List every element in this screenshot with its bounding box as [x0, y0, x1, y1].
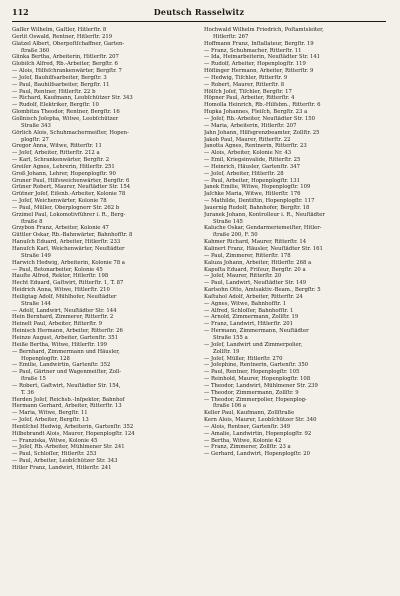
directory-entry: — Paul, Rentner, Hitlerſtr. 22 b	[12, 88, 96, 95]
directory-entry: Jauernig Rudolf, Bahnhofer, Bergſtr. 18	[204, 204, 310, 211]
directory-entry: — Paul, Arbeiter, Leobſchützer Str. 343	[12, 458, 118, 465]
directory-entry: Janotta Agnes, Rentnerin, Ritterſtr. 23	[204, 143, 307, 150]
directory-entry: — Paul, Zimmerer, Ritterſtr. 178	[204, 252, 291, 259]
directory-entry: — Joſef, Rb.-Arbeiter, Mühlmener Str. 241	[12, 444, 125, 451]
directory-columns	[12, 27, 386, 472]
directory-entry: — Bertha, Witwe, Kolonie 42	[204, 437, 282, 444]
directory-entry: Hermann Gerhard, Arbeiter, Ritterſtr. 13	[12, 403, 122, 410]
directory-column-left	[12, 27, 194, 472]
directory-entry: Gaſſer Wilhelm, Gaſtler, Hitlerſtr. 8	[12, 27, 107, 33]
directory-entry: Groß Johann, Lehrer, Hopenplogſtr. 90	[12, 170, 116, 177]
directory-entry: — Alois, Arbeiter, Kolonie Nr. 43	[204, 150, 292, 157]
directory-entry: — Joſef, Bauhilfsarbeiter, Bergſtr. 3	[12, 74, 107, 81]
directory-entry: Straße 145	[213, 218, 243, 225]
directory-entry: — Joſephine, Rentnerin, Gartenſtr. 350	[204, 362, 309, 369]
directory-entry: Juranek Johann, Kontrolleur i. R., Neuſtädter	[204, 211, 325, 218]
directory-entry: — Joſef, Landwirt und Zimmerpolier,	[204, 341, 303, 348]
directory-entry: Görlich Alois, Schuhmachermeiſter, Hopen-	[12, 129, 129, 136]
directory-entry: — Paul, Bauhilfsarbeiter, Bergſtr. 11	[12, 81, 110, 88]
directory-entry: Globiſch Alfred, Rb.-Arbeiter, Bergſtr. 6	[12, 61, 118, 68]
directory-entry: — Ida, Heimarbeiterin, Neuſtädter Str. 141	[204, 54, 321, 61]
directory-entry: — Joſef, Maurer, Ritterſtr. 20	[204, 273, 282, 280]
directory-entry: — Joſef, Arbeiter, Hitlerſtr. 28	[204, 170, 284, 177]
directory-entry: — Joſef, Arbeiter, Bergſtr. 13	[12, 417, 89, 424]
directory-entry: Heinze August, Arbeiter, Gartenſtr. 351	[12, 334, 118, 341]
directory-entry: Straße 149	[21, 252, 51, 259]
directory-entry: Hilbebrandt Alois, Maurer, Hopenplogſtr. 124	[12, 430, 135, 437]
directory-entry: — Hedwig, Tiſchler, Ritterſtr. 9	[204, 74, 288, 81]
directory-entry: — Maria, Witwe, Bergſtr. 11	[12, 410, 88, 417]
directory-entry: — Paul, Landwirt, Neuſtädter Str. 149	[204, 280, 307, 287]
directory-entry: — Emilie, Landwirtin, Gartenſtr. 352	[12, 362, 111, 369]
directory-entry: Glinka Bertha, Arbeiterin, Hitlerſtr. 207	[12, 54, 119, 61]
directory-entry: Kalinert Franz, Häusler, Neuſtädter Str. 161	[204, 246, 323, 252]
directory-entry: Hauſte Alfred, Rektor, Hitlerſtr. 198	[12, 273, 109, 280]
directory-entry: — Alfred, Schloſſer, Bahnhofſtr. 1	[204, 307, 294, 314]
directory-entry: ſtraße 8	[21, 218, 43, 225]
directory-entry: — Arnold, Zimmermann, Zollſtr. 19	[204, 314, 299, 321]
directory-entry: Heiligtag Adolf, Mühlhofer, Neuſtädter	[12, 293, 117, 300]
directory-entry: — Paul, Betonarbeiter, Kolonie 45	[12, 266, 103, 273]
directory-entry: Grüner Robert, Maurer, Neuſtädter Str. 154	[12, 184, 131, 191]
directory-entry: Gerlit Oswald, Rentner, Hitlerſtr. 219	[12, 33, 113, 40]
directory-entry: Jakob Paul, Maurer, Ritterſtr. 22	[204, 136, 291, 143]
directory-entry: Hecht Eduard, Gaſtwirt, Ritterſtr. 1, T. 87	[12, 280, 124, 287]
directory-entry: Hupka Johannes, Fleiſch, Bergſtr. 23 a	[204, 109, 308, 116]
directory-entry: Herden Joſef, Reichsb.-Inſpektor, Bahnhof	[12, 396, 125, 403]
directory-entry: Hitlerſtr. 267	[213, 33, 249, 40]
directory-entry: Gregor Anna, Witwe, Ritterſtr. 11	[12, 143, 102, 150]
directory-entry: — Rudolf, Elektriker, Bergſtr. 10	[12, 102, 99, 109]
directory-entry: Heiße Bertha, Witwe, Hitlerſtr. 199	[12, 341, 107, 348]
directory-entry: — Paul, Gärtner und Wagenmeiſter, Zoll-	[12, 369, 122, 376]
directory-entry: ſtraße 106 a	[213, 403, 247, 410]
directory-entry: Straße 155 a	[213, 334, 248, 341]
directory-entry: Homolla Heinrich, Rb.-Hilfsbm., Ritterſtr. 6	[204, 102, 321, 109]
directory-entry: — Paul, Müller, Oberplognerr Str. 262 b	[12, 204, 120, 211]
directory-entry: — Franziska, Witwe, Kolonie 45	[12, 437, 98, 444]
directory-entry: Straße 343	[21, 122, 51, 129]
directory-entry: — Alois, Rentner, Gartenſtr. 349	[204, 423, 291, 430]
directory-entry: — Robert, Maurer, Ritterſtr. 8	[204, 81, 285, 88]
directory-entry: — Joſef, Müller, Hitlerſtr. 270	[204, 355, 283, 362]
directory-entry: Kahmer Richard, Maurer, Ritterſtr. 14	[204, 239, 307, 246]
directory-entry: — Franz, Schuhmacher, Ritterſtr. 11	[204, 47, 302, 54]
directory-entry: ſtraße 360	[21, 47, 50, 54]
directory-entry: — Hermann, Zimmermann, Neuſtädter	[204, 328, 309, 335]
directory-entry: Greiſer Agnes, Lehrerin, Hitlerſtr. 251	[12, 163, 115, 170]
directory-entry: Janek Emilie, Witwe, Hopenplogſtr. 109	[204, 184, 311, 191]
directory-entry: — Franz, Landwirt, Hitlerſtr. 201	[204, 321, 293, 328]
directory-entry: T. 36	[21, 389, 34, 396]
directory-entry: Hitler Franz, Landwirt, Hitlerſtr. 241	[12, 465, 112, 471]
directory-entry: — Joſef, Weichenwärter, Kolonie 78	[12, 198, 107, 205]
directory-entry: plogſtr. 27	[21, 136, 49, 143]
directory-entry: — Theodor, Zimmerpolier, Hopenplog-	[204, 396, 307, 403]
directory-entry: Jahn Johann, Hilfsgrenzbeamter, Zollſtr. 25	[204, 129, 320, 136]
directory-entry: Höflinger Hermann, Arbeiter, Ritterſtr. 9	[204, 68, 314, 75]
directory-entry: Gollnisch Joſepha, Witwe, Leobſchützer	[12, 115, 119, 122]
directory-entry: — Joſef, Rb.-Arbeiter, Neuſtädter Str. 150	[204, 115, 316, 122]
directory-entry: — Reinhold, Maurer, Hopenplogſtr. 108	[204, 376, 311, 383]
directory-entry: — Amalie, Landwirtin, Hopenplogſtr. 92	[204, 430, 312, 437]
directory-entry: Keller Paul, Kaufmann, Zollſtraße	[204, 410, 295, 417]
directory-entry: Kern Alois, Maurer, Leobſchützer Str. 340	[204, 417, 317, 424]
directory-entry: Heinelt Paul, Arbeiter, Ritterſtr. 9	[12, 321, 102, 328]
directory-entry: Hochwald Wilhelm Friedrich, Poſtamtsleiter,	[204, 27, 324, 33]
directory-entry: Grzybon Franz, Arbeiter, Kolonie 47	[12, 225, 109, 232]
directory-entry: — Theodor, Landwirt, Mühlmener Str. 239	[204, 382, 318, 389]
directory-entry: Harwich Hedwig, Arbeiterin, Kolonie 78 a	[12, 259, 125, 266]
directory-entry: Glombitza Theodor, Rentner, Bergſtr. 16	[12, 109, 120, 116]
directory-entry: — Emil, Kriegsinvalide, Ritterſtr. 25	[204, 157, 301, 164]
directory-entry: Glatzel Albert, Oberpoſtſchaffner, Garten-	[12, 40, 125, 47]
directory-entry: — Robert, Gaſtwirt, Neuſtädter Str. 154,	[12, 382, 121, 389]
directory-entry: Heidrich Anna, Witwe, Hitlerſtr. 210	[12, 287, 110, 294]
directory-entry: — Franz, Zimmerer, Zollſtr. 23 a	[204, 444, 291, 451]
directory-entry: Hölſch Joſef, Tiſchler, Bergſtr. 17	[204, 88, 292, 95]
directory-entry: Höpner Paul, Arbeiter, Ritterſtr. 4	[204, 95, 295, 102]
directory-entry: Hopenplogſtr. 128	[21, 355, 70, 362]
directory-entry: — Mathilde, Dentiſtin, Hopenplogſtr. 117	[204, 198, 315, 205]
directory-entry: Hanuſch Eduard, Arbeiter, Hitlerſtr. 233	[12, 239, 121, 246]
directory-entry: Karlsohn Otto, Amtsaktiv.-Beam., Bergſtr. 5	[204, 287, 321, 294]
directory-entry: Grütner Joſef, Eiſenb.-Arbeiter, Kolonie 78	[12, 191, 126, 198]
directory-entry: — Maria, Arbeiterin, Hitlerſtr. 207	[204, 122, 297, 129]
directory-entry: Hein Bernhard, Zimmerer, Ritterſtr. 2	[12, 314, 114, 321]
directory-entry: ſtraße 200, F. 50	[213, 232, 258, 239]
directory-entry: Güttler Oskar, Rb.-Bahnwärter, Bahnhofſtr. 8	[12, 232, 133, 239]
directory-entry: Jaſchke Maria, Witwe, Hitlerſtr. 176	[204, 191, 301, 198]
directory-entry: — Paul, Schloſſer, Hitlerſtr. 253	[12, 451, 97, 458]
page-header	[12, 7, 386, 19]
directory-entry: — Adolf, Landwirt, Neuſtädter Str. 144	[12, 307, 117, 314]
directory-entry: — Theodor, Zimmermann, Zollſtr. 9	[204, 389, 299, 396]
directory-entry: — Richard, Kaufmann, Leobſchützer Str. 343	[12, 95, 133, 102]
directory-entry: Heinisch Hermann, Arbeiter, Ritterſtr. 26	[12, 328, 123, 335]
header-rule	[12, 21, 386, 22]
directory-entry: — Paul, Arbeiter, Hopenplogſtr. 131	[204, 177, 301, 184]
directory-entry: — Joſef, Arbeiter, Ritterſtr. 212 a	[12, 150, 100, 157]
directory-entry: Kaluza Johann, Arbeiter, Hitlerſtr. 268 a	[204, 259, 312, 266]
directory-entry: Hanuſch Karl, Weichenwärter, Neuſtädter	[12, 246, 125, 252]
directory-entry: — Bernhard, Zimmermann und Häusler,	[12, 348, 120, 355]
directory-entry: — Paul, Rentner, Hopenplogſtr. 105	[204, 369, 300, 376]
directory-entry: — Gerhard, Landwirt, Hopenplogſtr. 20	[204, 451, 311, 458]
directory-entry: Kaſtuhol Adolf, Arbeiter, Ritterſtr. 24	[204, 293, 303, 300]
directory-entry: Gruner Paul, Hilfsweichenwärter, Bergſtr. 6	[12, 177, 130, 184]
running-title: Deutsch Rasselwitz	[153, 7, 245, 17]
page-number: 112	[12, 7, 29, 17]
directory-entry: — Rudolf, Arbeiter, Hopenplogſtr. 119	[204, 61, 306, 68]
directory-entry: ſtraße 15	[21, 376, 46, 383]
directory-entry: — Heinrich, Häusler, Gartenſtr. 347	[204, 163, 300, 170]
directory-entry: — Agnes, Witwe, Bahnhofſtr. 1	[204, 300, 287, 307]
directory-entry: Kapuſta Eduard, Friſeur, Bergſtr. 20 a	[204, 266, 306, 273]
directory-entry: Straße 144	[21, 300, 51, 307]
directory-entry: Kaluche Oskar, Gendarmeriemeiſter, Hitler-	[204, 225, 322, 232]
directory-entry: — Alois, Hilfsſchrankenwärter, Bergſtr. 7	[12, 68, 122, 75]
directory-entry: Hentſchel Hedwig, Arbeiterin, Gartenſtr. 352	[12, 423, 134, 430]
directory-entry: Grzimel Paul, Lokomotivführer i. R., Berg-	[12, 211, 126, 218]
directory-entry: Hoffmann Franz, Inſtallateur, Bergſtr. 19	[204, 40, 314, 47]
directory-entry: — Karl, Schrankenwärter, Bergſtr. 2	[12, 157, 110, 164]
directory-entry: Zollſtr. 19	[213, 348, 240, 355]
directory-column-right	[204, 27, 386, 472]
